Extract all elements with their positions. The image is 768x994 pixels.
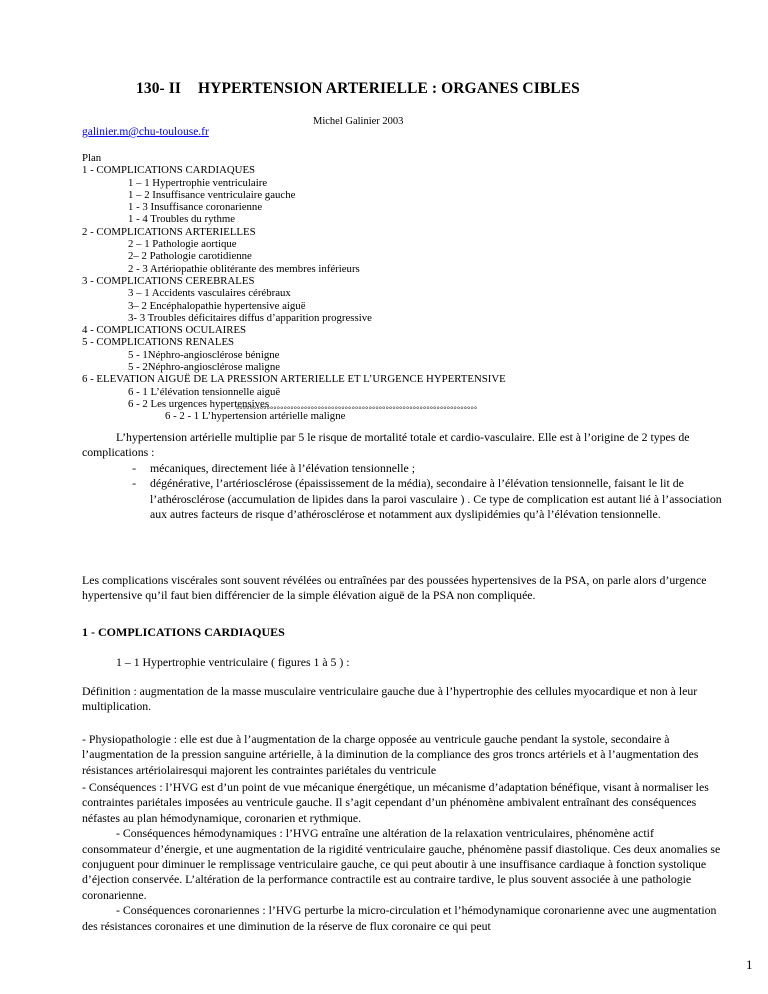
plan-item: 3 – 1 Accidents vasculaires cérébraux xyxy=(128,287,291,300)
plan-item: 4 - COMPLICATIONS OCULAIRES xyxy=(82,324,247,337)
plan-item: 1 - 3 Insuffisance coronarienne xyxy=(128,201,263,214)
plan-item: 6 - 2 - 1 L’hypertension artérielle maligne xyxy=(165,410,346,423)
hemodynamic-text: - Conséquences hémodynamiques : l’HVG entraîne une altération de la relaxation ventriculaires, phénomène actif consommateur d’énergie, et une augmentation de la rigidité ventriculaire gauche, phénomène passif diastolique. Ces deux anomalies se conjuguent pour diminuer le remplissage ventriculaire gauche, ce qui peut aboutir à une insuffisance cardiaque à fonction systolique d’éjection conservée. L’altération de la performance contractile est au contraire tardive, le plus souvent associée à une pathologie coronarienne. xyxy=(82,826,721,902)
paragraph-definition: Définition : augmentation de la masse musculaire ventriculaire gauche due à l’hypertrophie des cellules myocardique et non à leur multiplication. xyxy=(82,684,698,714)
intro-paragraph xyxy=(82,430,722,522)
plan-item: 6 - 1 L’élévation tensionnelle aiguë xyxy=(128,385,281,398)
plan-item: Plan xyxy=(82,152,102,164)
email-link[interactable]: galinier.m@chu-toulouse.fr xyxy=(82,126,209,138)
plan-item: 1 - COMPLICATIONS CARDIAQUES xyxy=(82,164,256,177)
bullet-dash: - xyxy=(132,476,136,491)
bullet-text: dégénérative, l’artériosclérose (épaississement de la média), secondaire à l’élévation tensionnelle, faisant le lit de l’athérosclérose (accumulation de lipides dans la paroi vasculaire ) . Ce type de complication est autant lié à l’association aux autres facteurs de risque d’athérosclérose et notamment aux dyslipidémies qu’à l’élévation tensionnelle. xyxy=(150,476,722,522)
author-line: Michel Galinier 2003 xyxy=(313,116,404,127)
consequences-text: - Conséquences : l’HVG est d’un point de vue mécanique énergétique, un mécanisme d’adaptation bénéfique, visant à normaliser les contraintes pariétales imposées au ventricule gauche. Il s’agit cependant d’un phénomène ambivalent entraînant des conséquences néfastes au plan hémodynamique, coronarien et rythmique. xyxy=(82,780,709,825)
subsection-heading: 1 – 1 Hypertrophie ventriculaire ( figures 1 à 5 ) : xyxy=(116,655,350,669)
page-title xyxy=(136,80,580,98)
section-heading: 1 - COMPLICATIONS CARDIAQUES xyxy=(82,625,285,639)
plan-item: 2– 2 Pathologie carotidienne xyxy=(128,250,252,263)
plan-item: 5 - 1Néphro-angiosclérose bénigne xyxy=(128,348,280,361)
plan-item: 3- 3 Troubles déficitaires diffus d’apparition progressive xyxy=(128,311,372,324)
page-number: 1 xyxy=(746,957,753,972)
list-item xyxy=(82,461,722,476)
paragraph-consequences xyxy=(82,780,722,934)
plan-item: 6 - ELEVATION AIGUË DE LA PRESSION ARTERIELLE ET L’URGENCE HYPERTENSIVE xyxy=(82,373,506,386)
paragraph-physiopathology: - Physiopathologie : elle est due à l’augmentation de la charge opposée au ventricule gauche pendant la systole, secondaire à l’augmentation de la pression sanguine artérielle, à la diminution de la compliance des gros troncs artériels et à l’augmentation des résistances artériolairesqui majorent les contraintes pariétales du ventricule xyxy=(82,732,699,777)
plan-item: 2 - COMPLICATIONS ARTERIELLES xyxy=(82,225,256,238)
title-number: 130- II xyxy=(136,80,182,97)
bullet-dash: - xyxy=(132,460,136,475)
plan-item: 6 - 2 Les urgences hypertensives xyxy=(128,397,270,410)
separator-line: °°°°°°°°°°°°°°°°°°°°°°°°°°°°°°°°°°°°°°°°°°°°°°°°°°°°°°°°°°°°°°°°°°°°°°° xyxy=(236,405,478,414)
bullet-text: mécaniques, directement liée à l’élévation tensionnelle ; xyxy=(150,460,415,475)
paragraph-visceral: Les complications viscérales sont souvent révélées ou entraînées par des poussées hypertensives de la PSA, on parle alors d’urgence hypertensive qu’il faut bien différencier de la simple élévation aiguë de la PSA non compliquée. xyxy=(82,573,707,603)
plan-item: 1 – 2 Insuffisance ventriculaire gauche xyxy=(128,188,296,201)
plan-item: 1 - 4 Troubles du rythme xyxy=(128,213,236,226)
plan-item: 2 - 3 Artériopathie oblitérante des membres inférieurs xyxy=(128,262,360,275)
title-text: HYPERTENSION ARTERIELLE : ORGANES CIBLES xyxy=(198,80,580,97)
plan-item: 3– 2 Encéphalopathie hypertensive aiguë xyxy=(128,299,306,312)
plan-item: 2 – 1 Pathologie aortique xyxy=(128,238,237,251)
plan-item: 1 – 1 Hypertrophie ventriculaire xyxy=(128,176,268,189)
intro-lead: L’hypertension artérielle multiplie par 5 le risque de mortalité totale et cardio-vasculaire. Elle est à l’origine de 2 types de complications : xyxy=(82,430,690,460)
plan-item: 5 - 2Néphro-angiosclérose maligne xyxy=(128,361,281,374)
plan-item: 5 - COMPLICATIONS RENALES xyxy=(82,336,235,349)
plan-outline xyxy=(82,152,742,423)
list-item xyxy=(82,476,722,522)
coronary-text: - Conséquences coronariennes : l’HVG perturbe la micro-circulation et l’hémodynamique coronarienne avec une augmentation des résistances coronaires et une diminution de la réserve de flux coronaire ce qui peut xyxy=(82,903,717,933)
plan-item: 3 - COMPLICATIONS CEREBRALES xyxy=(82,274,255,287)
